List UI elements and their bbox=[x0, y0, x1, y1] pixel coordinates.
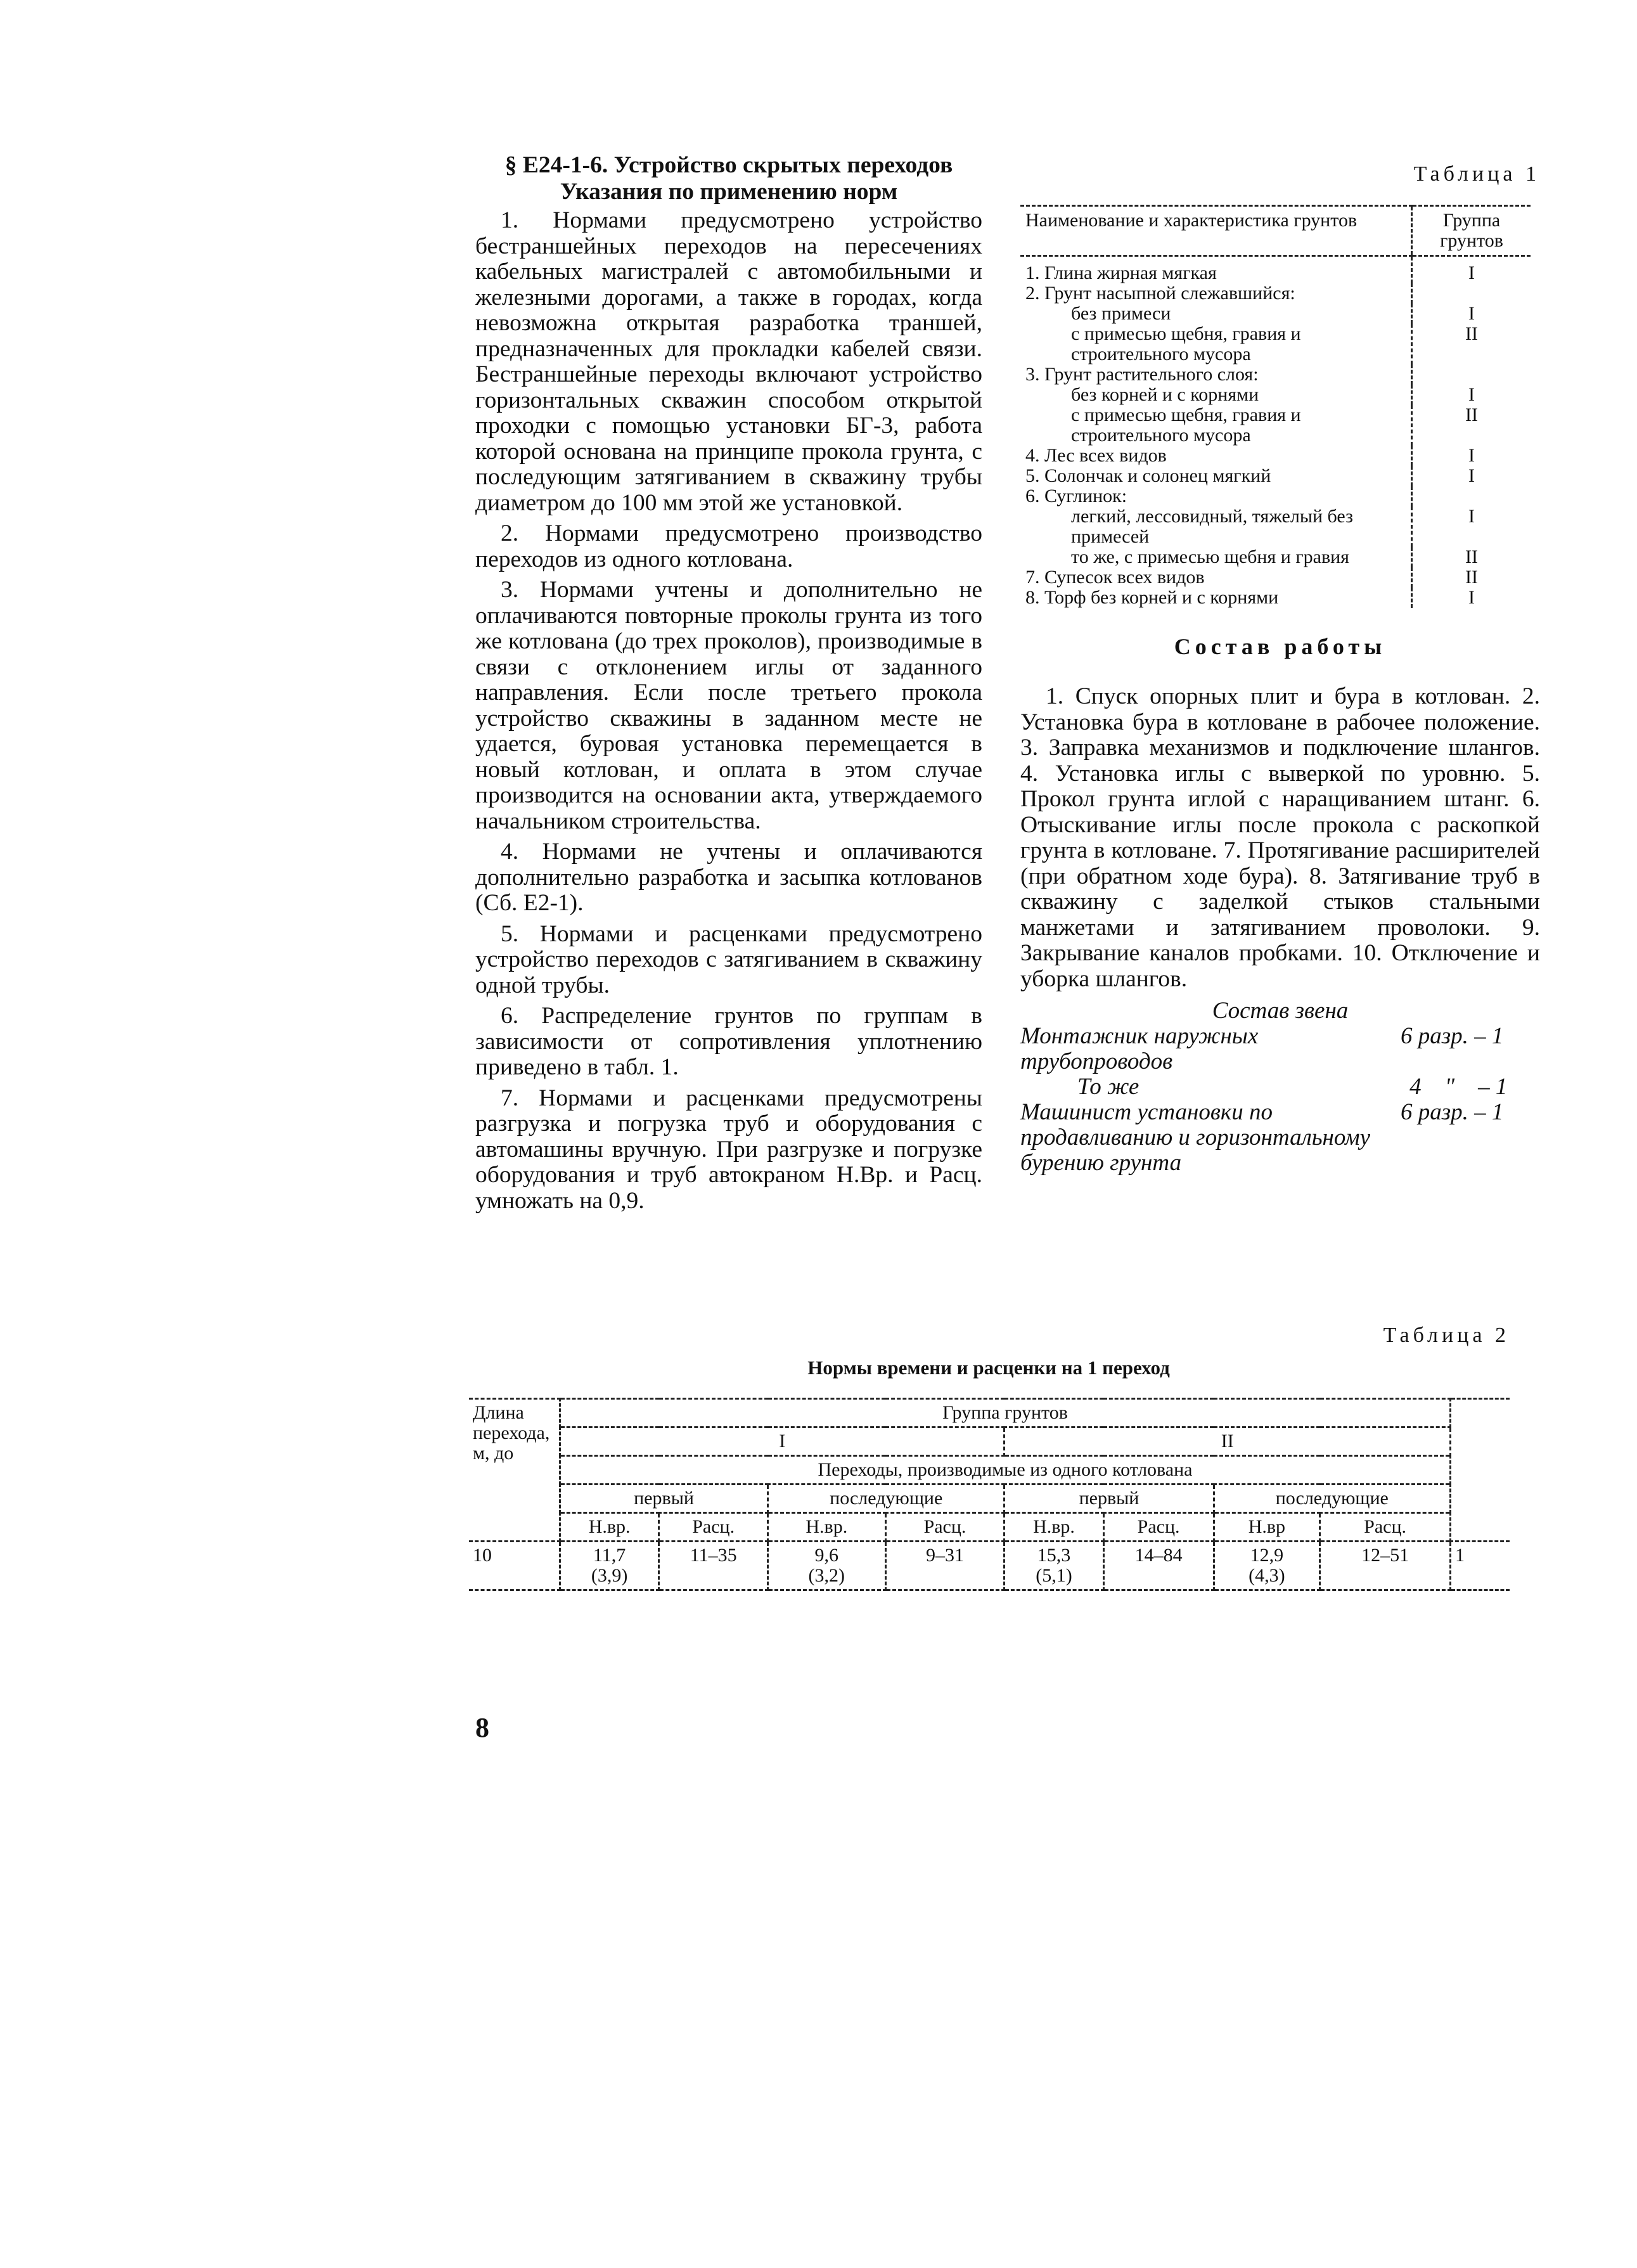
table1-label: Таблица 1 bbox=[1413, 162, 1540, 186]
crew-role: Машинист установки по продавливанию и горизонтальному бурению грунта bbox=[1020, 1099, 1371, 1176]
table1-body bbox=[1020, 256, 1531, 609]
paragraph-1: 1. Нормами предусмотрено устройство бестраншейных переходов на пересечениях кабельных магистралей с автомобильными и железными дорогами, а также в городах, когда невозможна открытая разработка траншей, предназначенных для прокладки кабелей связи. Бестраншейные переходы включают устройство горизонтальных скважин способом открытой проходки с помощью установки БГ-3, работа которой основана на принципе прокола грунта, с последующим затягиванием в скважину трубы диаметром до 100 мм этой же установкой. bbox=[475, 207, 982, 516]
soil-name: 3. Грунт растительного слоя: bbox=[1025, 364, 1259, 385]
crew-role: То же bbox=[1077, 1074, 1139, 1100]
right-column bbox=[1020, 162, 1540, 1176]
table-row bbox=[1020, 588, 1531, 608]
time-norms-table bbox=[469, 1398, 1510, 1591]
crew-role: Монтажник наружных трубопроводов bbox=[1020, 1023, 1259, 1074]
soil-group bbox=[1412, 283, 1531, 304]
crew-row bbox=[1020, 1074, 1540, 1100]
table-row bbox=[1020, 385, 1531, 405]
soil-name: 2. Грунт насыпной слежавшийся: bbox=[1025, 283, 1295, 304]
cell-value: 9,6 (3,2) bbox=[768, 1542, 885, 1590]
cell-value: 15,3 (5,1) bbox=[1005, 1542, 1103, 1590]
crew-block bbox=[1020, 998, 1540, 1176]
header-rasc: Расц. bbox=[885, 1513, 1005, 1542]
table-row bbox=[1020, 364, 1531, 385]
soil-name: легкий, лессовидный, тяжелый без примесей bbox=[1071, 506, 1353, 547]
table-row bbox=[1020, 446, 1531, 466]
soil-group: I bbox=[1412, 466, 1531, 486]
header-group-2: II bbox=[1005, 1427, 1451, 1456]
header-transitions: Переходы, производимые из одного котлована bbox=[560, 1456, 1451, 1485]
soil-name: 1. Глина жирная мягкая bbox=[1025, 262, 1217, 283]
table-row bbox=[1020, 405, 1531, 446]
soil-group: I bbox=[1412, 446, 1531, 466]
header-nvr: Н.вр. bbox=[560, 1513, 659, 1542]
header-next: последующие bbox=[768, 1485, 1005, 1513]
cell-value: 12–51 bbox=[1320, 1542, 1451, 1590]
table-row bbox=[1020, 304, 1531, 324]
crew-title: Состав звена bbox=[1212, 998, 1349, 1024]
soil-group bbox=[1412, 364, 1531, 385]
table-row bbox=[1020, 547, 1531, 567]
soil-name: то же, с примесью щебня и гравия bbox=[1071, 546, 1349, 567]
cell-length: 10 bbox=[469, 1542, 560, 1590]
table-row bbox=[1020, 283, 1531, 304]
crew-grade: 6 разр. – 1 bbox=[1401, 1023, 1504, 1049]
header-group-1: I bbox=[560, 1427, 1005, 1456]
soil-group: I bbox=[1412, 385, 1531, 405]
left-column bbox=[475, 152, 982, 1219]
soil-group: I bbox=[1412, 506, 1531, 547]
cell-value: 12,9 (4,3) bbox=[1214, 1542, 1320, 1590]
table-row bbox=[1020, 324, 1531, 364]
header-nvr: Н.вр. bbox=[768, 1513, 885, 1542]
header-length: Длина перехода, м, до bbox=[469, 1399, 560, 1542]
table2-title: Нормы времени и расценки на 1 переход bbox=[807, 1356, 1170, 1379]
soil-group: I bbox=[1412, 588, 1531, 608]
soil-name: 4. Лес всех видов bbox=[1025, 445, 1167, 466]
header-next: последующие bbox=[1214, 1485, 1450, 1513]
paragraph-5: 5. Нормами и расценками предусмотрено устройство переходов с затягиванием в скважину одной трубы. bbox=[475, 920, 982, 998]
section-subtitle: Указания по применению норм bbox=[560, 179, 898, 205]
table-row bbox=[1020, 567, 1531, 588]
paragraph-4: 4. Нормами не учтены и оплачиваются дополнительно разработка и засыпка котлованов (Сб. Е2-1). bbox=[475, 839, 982, 916]
cell-value: 9–31 bbox=[885, 1542, 1005, 1590]
page-number: 8 bbox=[475, 1712, 489, 1743]
table-row bbox=[469, 1542, 1510, 1590]
header-blank bbox=[1451, 1399, 1510, 1542]
soil-name: 8. Торф без корней и с корнями bbox=[1025, 587, 1279, 608]
paragraph-7: 7. Нормами и расценками предусмотрены разгрузка и погрузка труб и оборудования с автомашины вручную. При разгрузке и погрузке оборудования и труб автокраном Н.Вр. и Расц. умножать на 0,9. bbox=[475, 1085, 982, 1214]
crew-row bbox=[1020, 1024, 1540, 1074]
work-title: Состав работы bbox=[1174, 634, 1387, 659]
cell-value: 11–35 bbox=[659, 1542, 768, 1590]
soil-group: II bbox=[1412, 547, 1531, 567]
cell-value: 11,7 (3,9) bbox=[560, 1542, 659, 1590]
soil-name: без примеси bbox=[1071, 303, 1171, 324]
header-rasc: Расц. bbox=[659, 1513, 768, 1542]
header-first: первый bbox=[1005, 1485, 1214, 1513]
soil-name: 5. Солончак и солонец мягкий bbox=[1025, 465, 1271, 486]
header-soil-group: Группа грунтов bbox=[560, 1399, 1451, 1427]
soil-name: 7. Супесок всех видов bbox=[1025, 567, 1205, 588]
soil-group: I bbox=[1412, 304, 1531, 324]
work-text: 1. Спуск опорных плит и бура в котлован. 2. Установка бура в котловане в рабочее положение. 3. Заправка механизмов и подключение шлангов. 4. Установка иглы с выверкой по уровню. 5. Прокол грунта иглой с наращиванием штанг. 6. Отыскивание иглы после прокола с раскопкой грунта в котловане. 7. Протягивание расширителей (при обратном ходе бура). 8. Затягивание труб в скважину с заделкой стыков стальными манжетами и затягиванием проволоки. 9. Закрывание каналов пробками. 10. Отключение и уборка шлангов. bbox=[1020, 683, 1540, 992]
section-title: § Е24-1-6. Устройство скрытых переходов bbox=[504, 152, 953, 178]
header-nvr: Н.вр. bbox=[1005, 1513, 1103, 1542]
soil-name: без корней и с корнями bbox=[1071, 384, 1259, 405]
table-row bbox=[1020, 256, 1531, 284]
soil-name: с примесью щебня, гравия и строительного мусора bbox=[1071, 323, 1301, 364]
cell-value: 14–84 bbox=[1103, 1542, 1214, 1590]
crew-grade: 4 " – 1 bbox=[1409, 1074, 1508, 1100]
cell-row-number: 1 bbox=[1451, 1542, 1510, 1590]
crew-row bbox=[1020, 1100, 1540, 1176]
soil-group bbox=[1412, 486, 1531, 506]
soil-group: I bbox=[1412, 256, 1531, 284]
paragraph-2: 2. Нормами предусмотрено производство переходов из одного котлована. bbox=[475, 520, 982, 572]
header-rasc: Расц. bbox=[1103, 1513, 1214, 1542]
table1-header-name: Наименование и характеристика грунтов bbox=[1020, 206, 1412, 256]
table-row bbox=[1020, 466, 1531, 486]
paragraph-6: 6. Распределение грунтов по группам в зависимости от сопротивления уплотнению приведено в табл. 1. bbox=[475, 1003, 982, 1080]
soil-group: II bbox=[1412, 567, 1531, 588]
header-rasc: Расц. bbox=[1320, 1513, 1451, 1542]
soil-name: с примесью щебня, гравия и строительного мусора bbox=[1071, 404, 1301, 446]
table2-label: Таблица 2 bbox=[1383, 1324, 1510, 1347]
soil-group: II bbox=[1412, 405, 1531, 446]
table-row bbox=[1020, 506, 1531, 547]
soil-groups-table bbox=[1020, 205, 1531, 608]
table1-header-group: Группа грунтов bbox=[1412, 206, 1531, 256]
crew-grade: 6 разр. – 1 bbox=[1401, 1099, 1504, 1125]
soil-group: II bbox=[1412, 324, 1531, 364]
table-row bbox=[1020, 486, 1531, 506]
soil-name: 6. Суглинок: bbox=[1025, 486, 1127, 506]
paragraph-3: 3. Нормами учтены и дополнительно не оплачиваются повторные проколы грунта из того же котлована (до трех проколов), производимые в связи с отклонением иглы от заданного направления. Если после третьего прокола устройство скважины в заданном месте не удается, буровая установка перемещается в новый котлован, и оплата в этом случае производится на основании акта, утверждаемого начальником строительства. bbox=[475, 577, 982, 834]
header-first: первый bbox=[560, 1485, 768, 1513]
header-nvr: Н.вр bbox=[1214, 1513, 1320, 1542]
